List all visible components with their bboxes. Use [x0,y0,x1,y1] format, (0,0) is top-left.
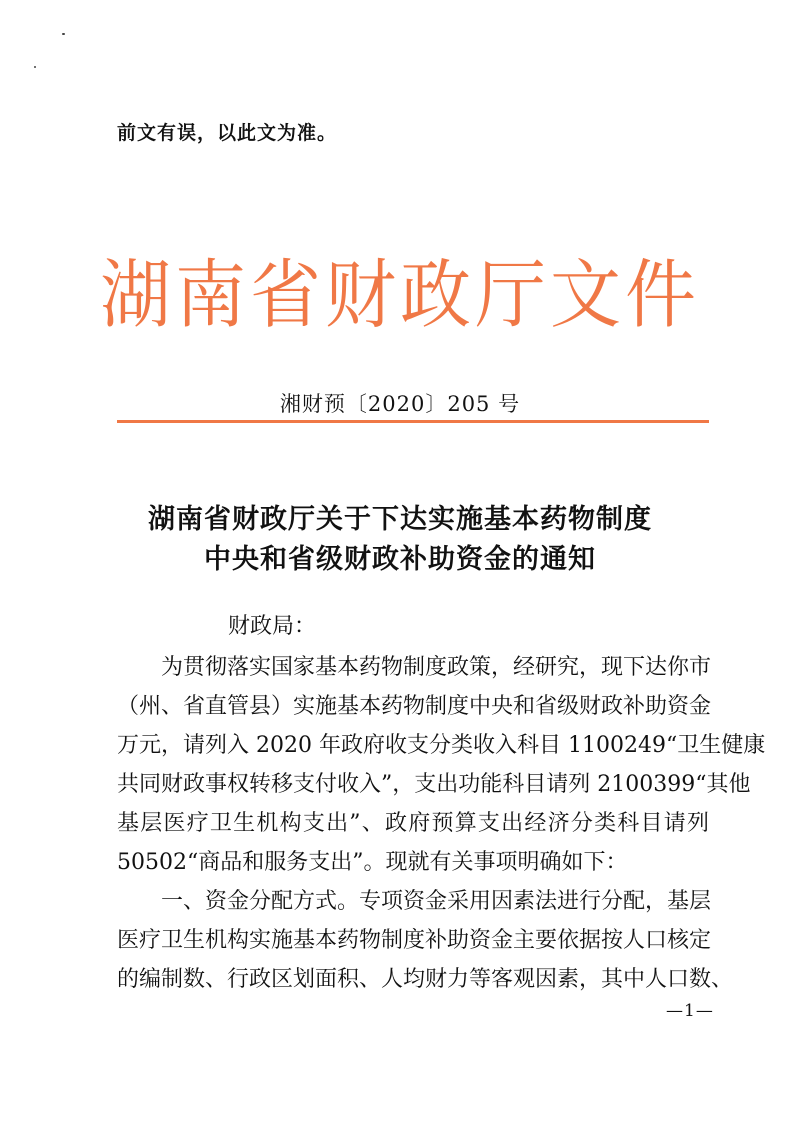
recipient-line: 财政局： [228,614,317,639]
body-line: 的编制数、行政区划面积、人均财力等客观因素，其中人口数、 [117,967,734,992]
header-red-rule [117,420,709,423]
body-text [117,648,766,999]
issuer-header-title: 湖南省财政厅文件 [99,251,700,339]
notice-title [0,500,800,580]
body-line: 基层医疗卫生机构支出”、政府预算支出经济分类科目请列 [117,811,709,836]
notice-title-line-2: 中央和省级财政补助资金的通知 [204,544,596,575]
correction-note: 前文有误，以此文为准。 [117,122,338,144]
body-line: 一、资金分配方式。专项资金采用因素法进行分配，基层 [161,889,712,914]
body-line: 医疗卫生机构实施基本药物制度补助资金主要依据按人口核定 [117,928,712,953]
body-line: 共同财政事权转移支付收入”，支出功能科目请列 2100399“其他 [117,772,751,797]
document-number: 湘财预〔2020〕205 号 [279,392,521,416]
body-line: （州、省直管县）实施基本药物制度中央和省级财政补助资金 [117,694,712,719]
scan-speck [34,66,36,68]
body-line: 为贯彻落实国家基本药物制度政策，经研究，现下达你市 [161,655,712,680]
page-number: —1— [666,1001,714,1021]
scan-speck [62,33,65,35]
notice-title-line-1: 湖南省财政厅关于下达实施基本药物制度 [148,504,652,535]
body-line: 万元，请列入 2020 年政府收支分类收入科目 1100249“卫生健康 [117,733,766,758]
body-line: 50502“商品和服务支出”。现就有关事项明确如下： [117,850,628,875]
